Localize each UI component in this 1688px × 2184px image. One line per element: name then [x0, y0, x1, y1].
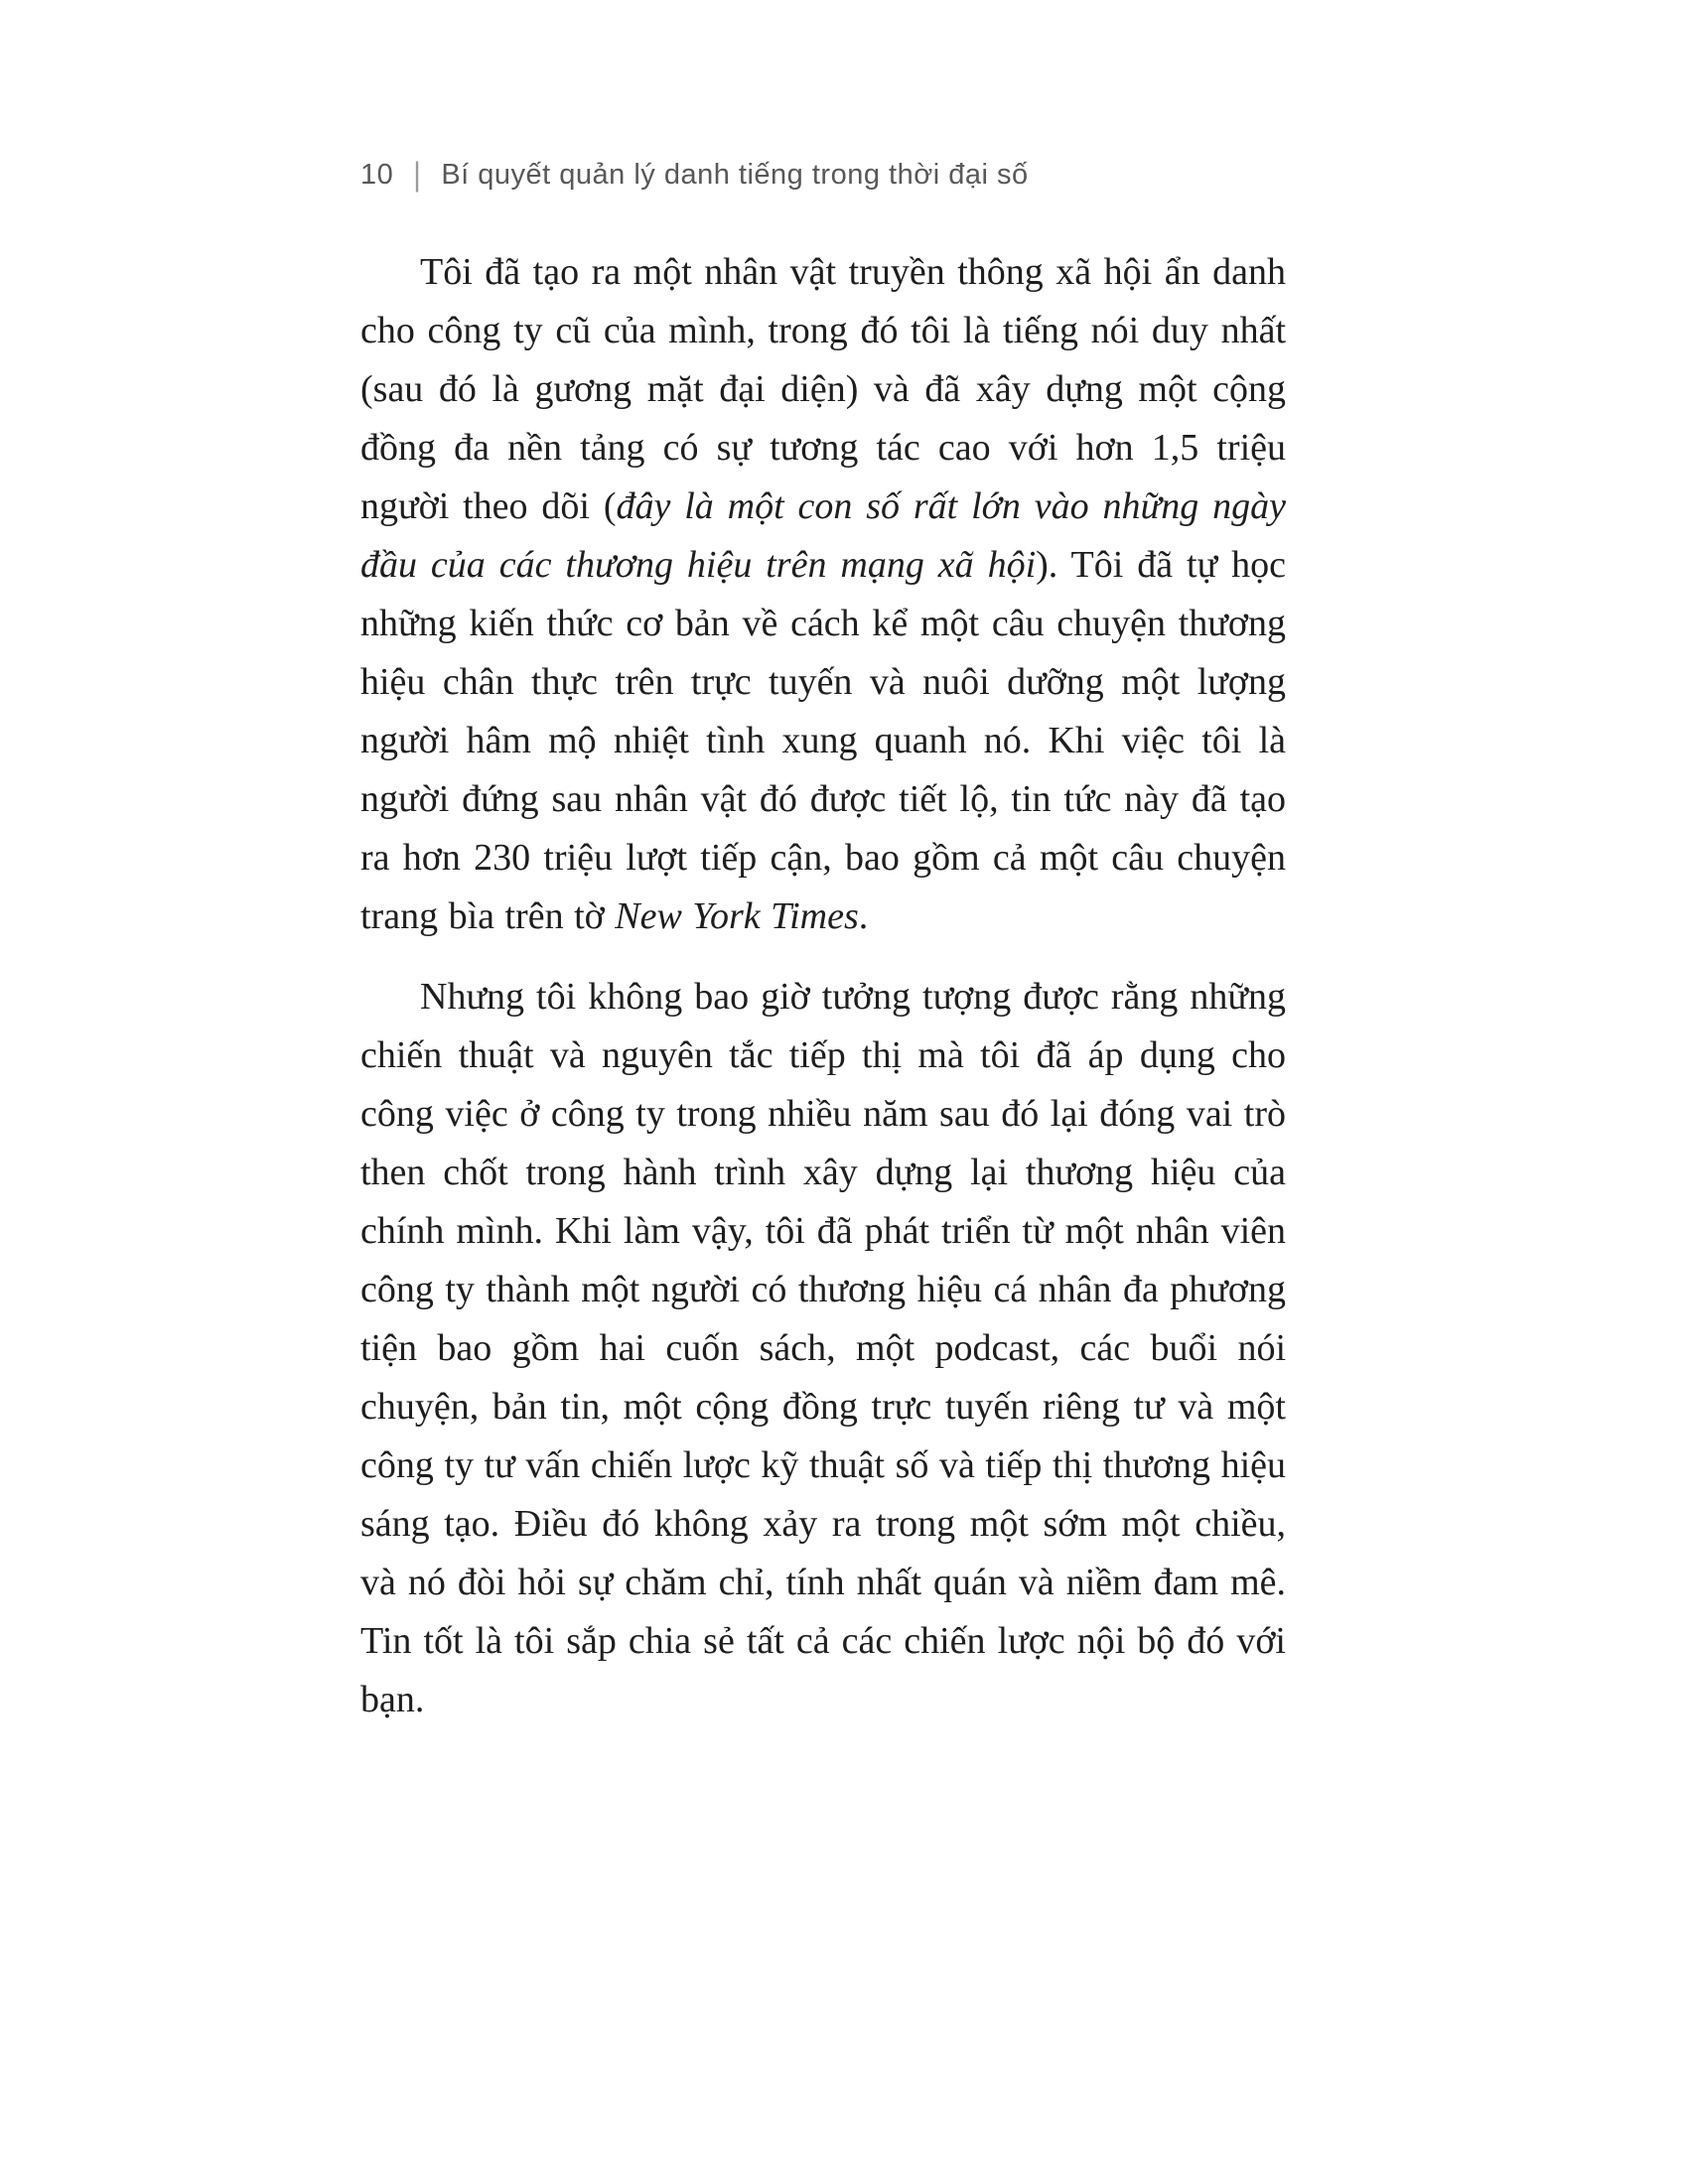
text-run: ). Tôi đã tự học những kiến thức cơ bản về cách kể một câu chuyện thương hiệu chân thực trên trực tuyến và nuôi dưỡng một lượng người hâm mộ nhiệt tình xung quanh nó. Khi việc tôi là người đứng sau nhân vật đó được tiết lộ, tin tức này đã tạo ra hơn 230 triệu lượt tiếp cận, bao gồm cả một câu chuyện trang bìa trên tờ [360, 544, 1286, 937]
italic-text-run: đây là một con số rất lớn vào những ngày đầu của các thương hiệu trên mạng xã hội [360, 485, 1286, 586]
header-separator: | [413, 156, 422, 194]
text-run: Tôi đã tạo ra một nhân vật truyền thông xã hội ẩn danh cho công ty cũ của mình, trong đó tôi là tiếng nói duy nhất (sau đó là gương mặt đại diện) và đã xây dựng một cộng đồng đa nền tảng có sự tương tác cao với hơn 1,5 triệu người theo dõi ( [360, 251, 1286, 527]
italic-text-run: New York Times [615, 895, 859, 937]
page-content [360, 156, 1286, 1729]
page-number: 10 [360, 159, 394, 191]
text-run: Nhưng tôi không bao giờ tưởng tượng được rằng những chiến thuật và nguyên tắc tiếp thị mà tôi đã áp dụng cho công việc ở công ty trong nhiều năm sau đó lại đóng vai trò then chốt trong hành trình xây dựng lại thương hiệu của chính mình. Khi làm vậy, tôi đã phát triển từ một nhân viên công ty thành một người có thương hiệu cá nhân đa phương tiện bao gồm hai cuốn sách, một podcast, các buổi nói chuyện, bản tin, một cộng đồng trực tuyến riêng tư và một công ty tư vấn chiến lược kỹ thuật số và tiếp thị thương hiệu sáng tạo. Điều đó không xảy ra trong một sớm một chiều, và nó đòi hỏi sự chăm chỉ, tính nhất quán và niềm đam mê. Tin tốt là tôi sắp chia sẻ tất cả các chiến lược nội bộ đó với bạn. [360, 976, 1286, 1720]
body-text [360, 243, 1286, 1729]
running-title: Bí quyết quản lý danh tiếng trong thời đại số [441, 159, 1029, 191]
running-header [360, 156, 1286, 194]
paragraph [360, 243, 1286, 946]
paragraph [360, 968, 1286, 1729]
text-run: . [858, 895, 869, 937]
